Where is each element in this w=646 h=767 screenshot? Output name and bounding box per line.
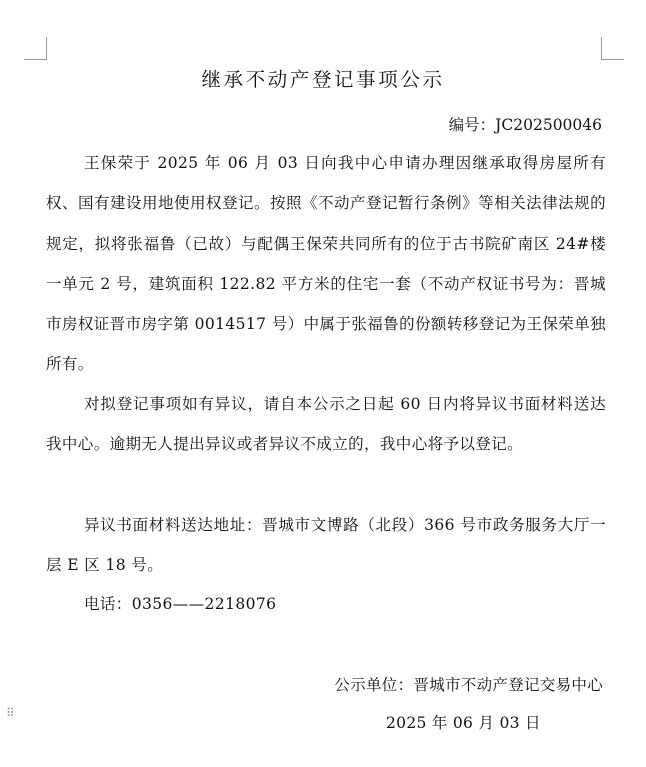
document-title: 继承不动产登记事项公示 bbox=[201, 68, 445, 91]
drag-handle-icon[interactable]: ⠿ bbox=[6, 706, 15, 720]
document-number: 编号：JC202500046 bbox=[448, 116, 602, 134]
issue-date: 2025 年 06 月 03 日 bbox=[386, 714, 541, 732]
issuing-unit: 公示单位：晋城市不动产登记交易中心 bbox=[334, 676, 603, 694]
paragraph-objection: 对拟登记事项如有异议，请自本公示之日起 60 日内将异议书面材料送达我中心。逾期无人提出异议或者异议不成立的，我中心将予以登记。 bbox=[46, 395, 606, 454]
paragraph-main: 王保荣于 2025 年 06 月 03 日向我中心申请办理因继承取得房屋所有权、国有建设用地使用权登记。按照《不动产登记暂行条例》等相关法律法规的规定，拟将张福鲁（已故）与配偶王保荣共同所有的位于古书院矿南区 24#楼一单元 2 号，建筑面积 122.82 平方米的住宅一套（不动产权证书号为：晋城市房权证晋市房字第 0014517 号）中属于张福鲁的份额转移登记为王保荣单独所有。 bbox=[46, 154, 606, 374]
top-right-corner-mark bbox=[601, 37, 624, 60]
paragraph-address: 异议书面材料送达地址：晋城市文博路（北段）366 号市政务服务大厅一层 E 区 18 号。 bbox=[46, 516, 606, 575]
top-left-corner-mark bbox=[24, 37, 47, 60]
contact-phone: 电话：0356——2218076 bbox=[84, 595, 277, 613]
